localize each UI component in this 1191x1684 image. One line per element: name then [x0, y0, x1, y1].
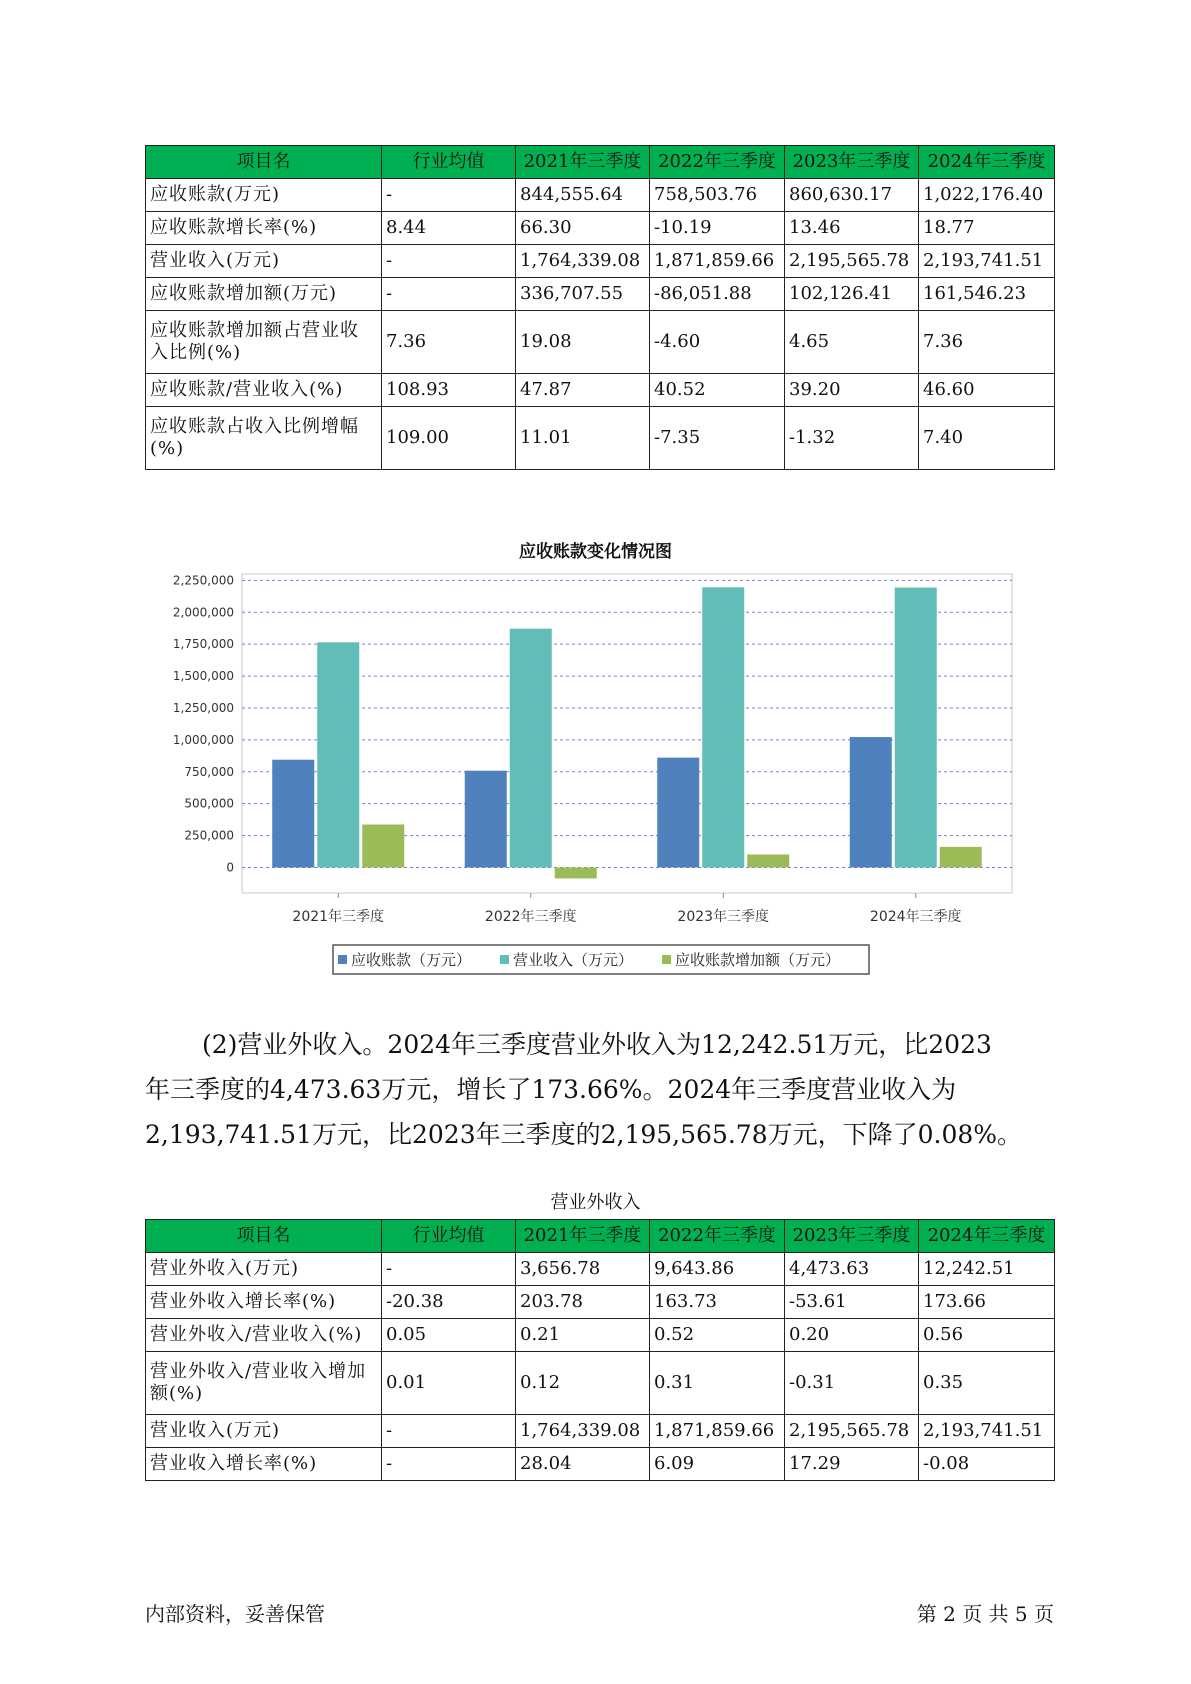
row-label: 营业外收入(万元)	[146, 1253, 382, 1286]
table-cell: -	[382, 1253, 516, 1286]
y-tick-label: 500,000	[184, 796, 234, 811]
non-operating-income-table	[145, 1219, 1055, 1481]
y-tick-label: 1,750,000	[172, 637, 234, 652]
y-tick-label: 750,000	[184, 764, 234, 779]
table-cell: 1,764,339.08	[516, 1415, 650, 1448]
table-header-row	[146, 1220, 1055, 1253]
table-cell: -	[382, 245, 516, 278]
paragraph-line: 年三季度的4,473.63万元，增长了173.66%。2024年三季度营业收入为	[145, 1075, 957, 1104]
header-cell: 行业均值	[382, 146, 516, 179]
table-cell: 4,473.63	[785, 1253, 919, 1286]
row-label: 应收账款增长率(%)	[146, 212, 382, 245]
y-tick-label: 2,000,000	[172, 605, 234, 620]
row-label: 营业外收入/营业收入增加额(%)	[146, 1352, 382, 1415]
table-row	[146, 1286, 1055, 1319]
table-cell: 19.08	[516, 311, 650, 374]
table-cell: 0.20	[785, 1319, 919, 1352]
header-cell: 行业均值	[382, 1220, 516, 1253]
row-label: 营业外收入增长率(%)	[146, 1286, 382, 1319]
bar	[555, 867, 597, 878]
bar	[940, 847, 982, 868]
table-cell: 2,195,565.78	[785, 1415, 919, 1448]
row-label: 应收账款/营业收入(%)	[146, 374, 382, 407]
table-cell: -20.38	[382, 1286, 516, 1319]
table-cell: 336,707.55	[516, 278, 650, 311]
row-label: 应收账款增加额(万元)	[146, 278, 382, 311]
row-label: 营业外收入/营业收入(%)	[146, 1319, 382, 1352]
bar	[895, 588, 937, 868]
table-cell: 66.30	[516, 212, 650, 245]
y-tick-label: 1,000,000	[172, 732, 234, 747]
legend-label: 应收账款（万元）	[351, 951, 472, 969]
table-cell: 102,126.41	[785, 278, 919, 311]
legend-swatch	[338, 955, 347, 964]
table-cell: 758,503.76	[650, 179, 785, 212]
table-cell: 2,193,741.51	[919, 1415, 1055, 1448]
table-cell: 18.77	[919, 212, 1055, 245]
x-tick-label: 2024年三季度	[869, 909, 962, 925]
table-cell: -	[382, 1448, 516, 1481]
table-cell: 13.46	[785, 212, 919, 245]
header-cell: 项目名	[146, 1220, 382, 1253]
table-cell: 0.52	[650, 1319, 785, 1352]
table-cell: 0.56	[919, 1319, 1055, 1352]
table-row	[146, 1253, 1055, 1286]
y-tick-label: 0	[226, 860, 234, 875]
body-paragraph	[145, 1022, 1055, 1157]
table-cell: 161,546.23	[919, 278, 1055, 311]
bar	[362, 825, 404, 868]
bar	[747, 854, 789, 867]
table-cell: 28.04	[516, 1448, 650, 1481]
table-cell: 0.21	[516, 1319, 650, 1352]
row-label: 应收账款占收入比例增幅(%)	[146, 407, 382, 470]
header-cell: 2022年三季度	[650, 146, 785, 179]
table-cell: 46.60	[919, 374, 1055, 407]
bar	[510, 629, 552, 868]
table-cell: 0.12	[516, 1352, 650, 1415]
table-cell: 0.01	[382, 1352, 516, 1415]
header-cell: 2024年三季度	[919, 146, 1055, 179]
table-cell: 47.87	[516, 374, 650, 407]
table-cell: 0.05	[382, 1319, 516, 1352]
chart-title: 应收账款变化情况图	[519, 542, 672, 562]
table-cell: -0.08	[919, 1448, 1055, 1481]
header-cell: 项目名	[146, 146, 382, 179]
table-cell: -10.19	[650, 212, 785, 245]
bar	[657, 758, 699, 868]
table-cell: 7.40	[919, 407, 1055, 470]
table-cell: -	[382, 278, 516, 311]
row-label: 营业收入(万元)	[146, 1415, 382, 1448]
bar	[850, 737, 892, 867]
y-tick-label: 1,500,000	[172, 669, 234, 684]
bar	[272, 760, 314, 868]
table-row	[146, 1352, 1055, 1415]
table-cell: 108.93	[382, 374, 516, 407]
table-cell: 8.44	[382, 212, 516, 245]
table-cell: 1,022,176.40	[919, 179, 1055, 212]
table-cell: -4.60	[650, 311, 785, 374]
table-cell: -1.32	[785, 407, 919, 470]
row-label: 应收账款增加额占营业收入比例(%)	[146, 311, 382, 374]
row-label: 应收账款(万元)	[146, 179, 382, 212]
table-cell: 0.35	[919, 1352, 1055, 1415]
table-cell: 203.78	[516, 1286, 650, 1319]
paragraph-line: (2)营业外收入。2024年三季度营业外收入为12,242.51万元，比2023	[202, 1030, 992, 1059]
table-cell: 173.66	[919, 1286, 1055, 1319]
legend-label: 应收账款增加额（万元）	[675, 951, 841, 969]
header-cell: 2021年三季度	[516, 1220, 650, 1253]
table-cell: 7.36	[382, 311, 516, 374]
bar	[702, 587, 744, 867]
table-cell: 39.20	[785, 374, 919, 407]
table-cell: 109.00	[382, 407, 516, 470]
table-cell: 1,871,859.66	[650, 1415, 785, 1448]
page-number: 第 2 页 共 5 页	[916, 1602, 1054, 1626]
table-cell: 860,630.17	[785, 179, 919, 212]
y-tick-label: 250,000	[184, 828, 234, 843]
header-cell: 2023年三季度	[785, 1220, 919, 1253]
header-cell: 2022年三季度	[650, 1220, 785, 1253]
table-cell: 12,242.51	[919, 1253, 1055, 1286]
table-cell: 4.65	[785, 311, 919, 374]
table-cell: 163.73	[650, 1286, 785, 1319]
x-tick-label: 2022年三季度	[484, 909, 577, 925]
header-cell: 2023年三季度	[785, 146, 919, 179]
legend-swatch	[500, 955, 509, 964]
table-cell: -0.31	[785, 1352, 919, 1415]
bar	[317, 642, 359, 867]
table-cell: 17.29	[785, 1448, 919, 1481]
bar	[465, 771, 507, 868]
table-cell: 2,195,565.78	[785, 245, 919, 278]
row-label: 营业收入增长率(%)	[146, 1448, 382, 1481]
table-cell: 6.09	[650, 1448, 785, 1481]
table-cell: 11.01	[516, 407, 650, 470]
table-cell: -86,051.88	[650, 278, 785, 311]
table-cell: 1,764,339.08	[516, 245, 650, 278]
x-tick-label: 2023年三季度	[677, 909, 770, 925]
table-cell: 844,555.64	[516, 179, 650, 212]
paragraph-line: 2,193,741.51万元，比2023年三季度的2,195,565.78万元，下降了0.08%。	[145, 1120, 1023, 1149]
table-cell: -53.61	[785, 1286, 919, 1319]
table-cell: 7.36	[919, 311, 1055, 374]
y-tick-label: 1,250,000	[172, 700, 234, 715]
table-cell: 1,871,859.66	[650, 245, 785, 278]
header-cell: 2021年三季度	[516, 146, 650, 179]
footer-note: 内部资料，妥善保管	[145, 1602, 325, 1626]
table-cell: 3,656.78	[516, 1253, 650, 1286]
table-row	[146, 1448, 1055, 1481]
header-cell: 2024年三季度	[919, 1220, 1055, 1253]
legend-label: 营业收入（万元）	[513, 951, 634, 969]
table-cell: 2,193,741.51	[919, 245, 1055, 278]
table-cell: -	[382, 1415, 516, 1448]
table-caption: 营业外收入	[550, 1192, 641, 1213]
table-cell: 40.52	[650, 374, 785, 407]
table-cell: 9,643.86	[650, 1253, 785, 1286]
table-row	[146, 1319, 1055, 1352]
table-cell: 0.31	[650, 1352, 785, 1415]
y-tick-label: 2,250,000	[172, 573, 234, 588]
table-row	[146, 1415, 1055, 1448]
row-label: 营业收入(万元)	[146, 245, 382, 278]
x-tick-label: 2021年三季度	[292, 909, 385, 925]
legend-swatch	[662, 955, 671, 964]
table-cell: -7.35	[650, 407, 785, 470]
table-cell: -	[382, 179, 516, 212]
